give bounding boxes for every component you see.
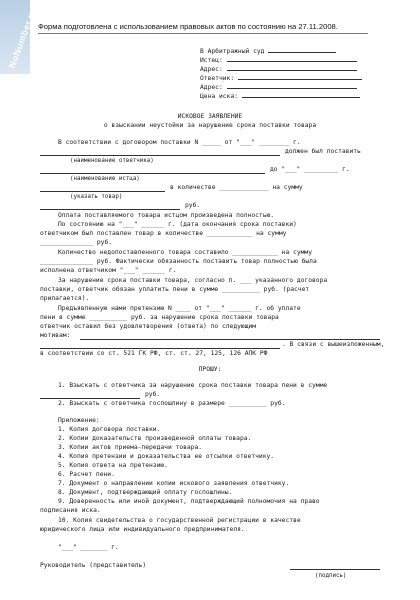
attachment-item: 6. Расчет пени. <box>58 471 115 478</box>
body-line-1: В соответствии с договором поставки N _____ от "___" ________ г. <box>58 139 301 146</box>
defendant-line: Ответчик: <box>200 73 362 84</box>
hint-defendant: (наименование ответчика) <box>70 158 154 164</box>
request-item-1-unit: руб. <box>145 391 161 398</box>
blank-rule <box>40 191 165 192</box>
body-line-18: ответчик оставил без удовлетворения (ответа) по следующим <box>40 323 257 330</box>
body-line-4: в количестве _____________ на сумму <box>170 184 303 191</box>
attachment-item: 7. Документ о направлении копии искового заявления ответчику. <box>58 480 290 487</box>
signature-hint: (подпись) <box>315 573 347 579</box>
body-line-7: По состоянию на "___" ______ г. (дата окончания срока поставки) <box>58 221 297 228</box>
body-line-14: поставки, ответчик обязан уплатить пени в сумме __________ руб. (расчет <box>40 286 310 293</box>
hint-plaintiff: (наименование истца) <box>70 176 140 182</box>
form-version-note: Форма подготовлена с использованием правовых актов по состоянию на 27.11.2008. <box>38 22 368 34</box>
plaintiff-line: Истец: <box>200 55 357 66</box>
body-line-17: пени в сумме __________ руб. за нарушение срока поставки товара <box>40 314 279 321</box>
attachment-item: 3. Копии актов приема-передачи товара. <box>58 444 203 451</box>
blank-rule <box>40 209 180 210</box>
blank-rule <box>40 173 265 174</box>
request-item-1: 1. Взыскать с ответчика за нарушение срока поставки товара пени в сумме <box>58 382 328 389</box>
claim-price-line: Цена иска: <box>200 91 360 102</box>
signature-rule <box>290 569 380 570</box>
body-line-5: руб. <box>185 202 201 209</box>
blank-rule <box>40 398 140 399</box>
body-line-19: мотивам: <box>40 332 71 339</box>
body-line-6: Оплата поставляемого товара истцом произведена полностью. <box>58 212 275 219</box>
body-line-8: ответчиком был поставлен товар в количестве ____________ на сумму <box>40 230 287 237</box>
court-line: В Арбитражный суд <box>200 46 336 57</box>
body-line-21: в соответствии со ст. 521 ГК РФ, ст. ст. 27, 125, 126 АПК РФ <box>40 350 268 357</box>
watermark-text: NoNumber.ru <box>7 7 38 70</box>
body-line-11: ______________ руб. Фактически обязанность поставить товар полностью была <box>40 258 317 265</box>
blank-rule <box>80 339 380 340</box>
attachment-item: 5. Копия ответа на претензию. <box>58 462 168 469</box>
blank-rule <box>40 155 280 156</box>
plaintiff-address-line: Адрес: <box>200 64 357 75</box>
signer-label: Руководитель (представитель) <box>40 562 147 569</box>
body-line-20: . В связи с вышеизложенным, <box>282 341 385 348</box>
request-item-2: 2. Взыскать с ответчика госпошлину в размере __________ руб. <box>58 400 286 407</box>
attachments-heading: Приложение: <box>58 417 100 424</box>
signing-date: "___" _______ г. <box>58 544 119 551</box>
body-line-3: до "___" _________ г. <box>270 166 350 173</box>
request-heading: ПРОШУ: <box>198 366 222 373</box>
attachment-item: 2. Копии доказательств произведенной оплаты товара. <box>58 435 252 442</box>
attachment-item: 9. Доверенность или иной документ, подтверждающий полномочия на право <box>58 498 320 505</box>
body-line-9: ______________ руб. <box>40 239 113 246</box>
hint-goods: (указать товар) <box>70 194 123 200</box>
attachment-item: 10. Копия свидетельства о государственной регистрации в качестве <box>58 517 301 524</box>
attachment-item: 4. Копия претензии и доказательства ее отсылки ответчику. <box>58 453 275 460</box>
attachment-item: юридического лица или индивидуального предпринимателя. <box>40 526 245 533</box>
blank-rule <box>40 348 280 349</box>
body-line-16: Предъявленную нами претензию N ____ от "___" ______ г. об уплате <box>58 305 301 312</box>
body-line-10: Количество недопоставленного товара составило ____________ на сумму <box>58 249 313 256</box>
attachment-item: 1. Копия договора поставки. <box>58 426 161 433</box>
defendant-address-line: Адрес: <box>200 82 357 93</box>
body-line-12: исполнена ответчиком "___" ______ г. <box>40 267 177 274</box>
body-line-13: За нарушение срока поставки товара, согласно п. ___ указанного договора <box>58 277 328 284</box>
body-line-15: прилагается). <box>40 295 90 302</box>
attachment-item: 8. Документ, подтверждающий оплату госпошлины. <box>58 489 233 496</box>
body-line-2: должен был поставить <box>285 148 361 155</box>
document-title: ИСКОВОЕ ЗАЯВЛЕНИЕ <box>177 113 243 120</box>
attachment-item: подписания иска. <box>40 507 101 514</box>
document-subtitle: о взыскании неустойки за нарушение срока поставки товара <box>103 122 317 129</box>
